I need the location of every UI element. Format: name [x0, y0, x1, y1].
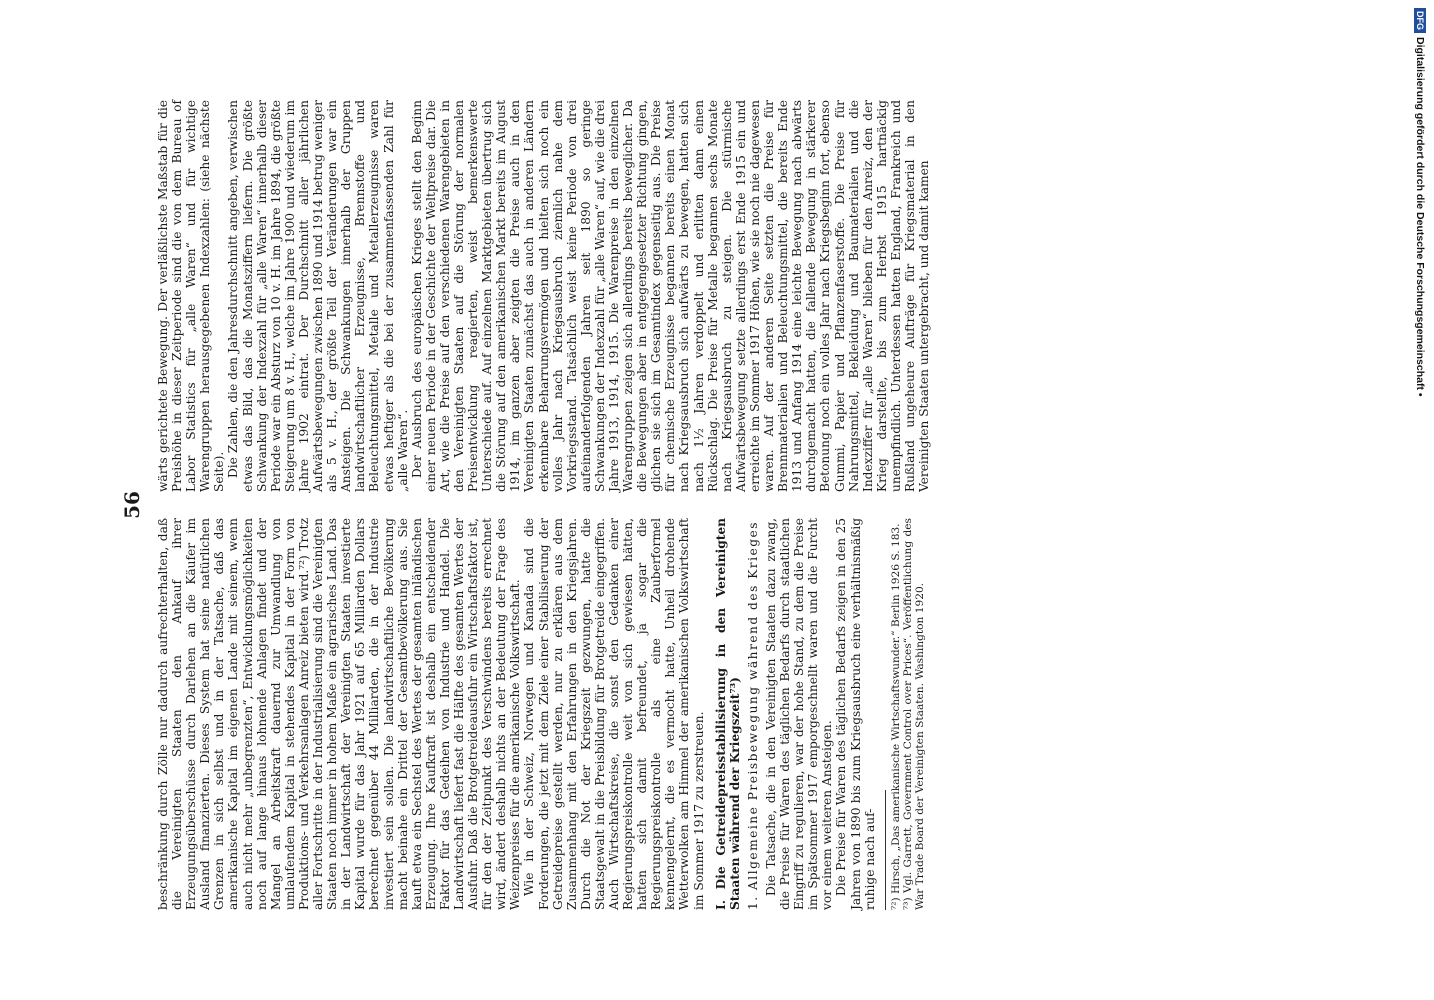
dfg-stamp-text: Digitalisierung gefördert durch die Deutsche Forschungsgemeinschaft •	[1414, 37, 1426, 397]
page-number: 56	[120, 491, 144, 519]
footnote-divider	[885, 790, 886, 910]
section-heading: I. Die Getreidepreisstabilisierung in den Vereinigten Staaten während der Kriegszeit⁷³)	[713, 518, 742, 910]
paragraph: Der Ausbruch des europäischen Krieges stellt den Beginn einer neuen Periode in der Geschichte der Weltpreise dar. Die Art, wie die Preise auf den verschiedenen Warengebieten in den Vereinigten Staaten auf die Störung der normalen Preisentwicklung reagierten, weist bemerkenswerte Unterschiede auf. Auf einzelnen Marktgebieten übertrug sich die Störung auf den amerikanischen Markt bereits im August 1914, im ganzen aber zeigten die Preise auch in den Vereinigten Staaten zunächst das auch in anderen Ländern erkennbare Beharrungsvermögen und hielten sich noch ein volles Jahr nach Kriegsausbruch ziemlich nahe dem Vorkriegsstand. Tatsächlich weist keine Periode von drei aufeinanderfolgenden Jahren seit 1890 so geringe Schwankungen der Indexzahl für „alle Waren“ auf, wie die drei Jahre 1913, 1914, 1915. Die Warenpreise in den einzelnen Warengruppen zeigen sich allerdings bereits beweglicher. Da die Bewegungen aber in entgegengesetzter Richtung gingen, glichen sie sich im Gesamtindex gegenseitig aus. Die Preise für chemische Erzeugnisse begannen bereits einen Monat nach Kriegsausbruch sich aufwärts zu bewegen, hatten sich nach 1½ Jahren verdoppelt und erlitten dann einen Rückschlag. Die Preise für Metalle begannen sechs Monate nach Kriegsausbruch zu steigen. Die stürmische Aufwärtsbewegung setzte allerdings erst Ende 1915 ein und erreichte im Sommer 1917 Höhen, wie sie noch nie dagewesen waren. Auf der anderen Seite setzten die Preise für Brennmaterialien und Beleuchtungsmittel, die bereits Ende 1913 und Anfang 1914 eine leichte Bewegung nach abwärts durchgemacht hatten, die fallende Bewegung in stärkerer Betonung noch ein volles Jahr nach Kriegsbeginn fort, ebenso Gummi, Papier und Pflanzenfaserstoffe. Die Preise für Nahrungsmittel, Bekleidung und Baumaterialien und die Indexziffer für „alle Waren“ blieben für den Anreiz, den der Krieg darstellte, bis zum Herbst 1915 hartnäckig unempfindlich. Unterdessen hatten England, Frankreich und Rußland ungeheure Aufträge für Kriegsmaterial in den Vereinigten Staaten untergebracht, und damit kamen	[409, 100, 932, 492]
paragraph: Die Tatsache, die in den Vereinigten Staaten dazu zwang, die Preise für Waren des täglichen Bedarfs durch staatlichen Eingriff zu regulieren, war der hohe Stand, zu dem die Preise im Spätsommer 1917 emporgeschnellt waren und die Furcht vor einem weiteren Ansteigen.	[763, 518, 835, 910]
paragraph: Die Zahlen, die den Jahresdurchschnitt angeben, verwischen etwas das Bild, das die Monatsziffern liefern. Die größte Schwankung der Indexzahl für „alle Waren“ innerhalb dieser Periode war ein Absturz von 10 v. H. im Jahre 1894, die größte Steigerung um 8 v. H., welche im Jahre 1900 und wiederum im Jahre 1902 eintrat. Der Durchschnitt aller jährlichen Aufwärtsbewegungen zwischen 1890 und 1914 betrug weniger als 5 v. H., der größte Teil der Veränderungen war ein Ansteigen. Die Schwankungen innerhalb der Gruppen landwirtschaftlicher Erzeugnisse, Brennstoffe und Beleuchtungsmittel, Metalle und Metallerzeugnisse waren etwas heftiger als die bei der zusammenfassenden Zahl für „alle Waren“.	[226, 100, 410, 492]
footnote: ⁷²) Hirsch, „Das amerikanische Wirtschaftswunder.“ Berlin 1926 S. 183.	[889, 523, 902, 910]
left-column	[156, 518, 931, 910]
right-column	[156, 100, 931, 492]
text-columns	[156, 100, 931, 910]
scanned-page	[120, 100, 1320, 910]
paragraph: Die Preise für Waren des täglichen Bedarfs zeigen in den 25 Jahren von 1890 bis zum Kriegsausbruch eine verhältnismäßig ruhige nach auf-	[834, 518, 877, 910]
dfg-stamp-inner	[1410, 8, 1430, 397]
rotated-page-content	[120, 100, 1320, 910]
paragraph: wärts gerichtete Bewegung. Der verläßlichste Maßstab für die Preishöhe in dieser Zeitperiode sind die von dem Bureau of Labor Statistics für „alle Waren“ und für wichtige Warengruppen herausgegebenen Indexzahlen: (siehe nächste Seite).	[156, 100, 227, 492]
paragraph: beschränkung durch Zölle nur dadurch aufrechterhalten, daß die Vereinigten Staaten den Ankauf ihrer Erzeugungsüberschüsse durch Darlehen an die Käufer im Ausland finanzierten. Dieses System hat seine natürlichen Grenzen in sich selbst und in der Tatsache, daß das amerikanische Kapital im eigenen Lande mit seinem, wenn auch nicht mehr „unbegrenzten“, Entwicklungsmöglichkeiten noch auf lange hinaus lohnende Anlagen findet und der Mangel an Arbeitskraft dauernd zur Umwandlung von umlaufendem Kapital in stehendes Kapital in der Form von Produktions- und Verkehrsanlagen Anreiz bieten wird.⁷²) Trotz aller Fortschritte in der Industrialisierung sind die Vereinigten Staaten noch immer in hohem Maße ein agrarisches Land. Das in der Landwirtschaft der Vereinigten Staaten investierte Kapital wurde für das Jahr 1921 auf 65 Milliarden Dollars berechnet gegenüber 44 Milliarden, die in der Industrie investiert sein sollen. Die landwirtschaftliche Bevölkerung macht beinahe ein Drittel der Gesamtbevölkerung aus. Sie kauft etwa ein Sechstel des Wertes der gesamten inländischen Erzeugung. Ihre Kaufkraft ist deshalb ein entscheidender Faktor für das Gedeihen von Industrie und Handel. Die Landwirtschaft liefert fast die Hälfte des gesamten Wertes der Ausfuhr. Daß die Brotgetreideausfuhr ein Wirtschaftsfaktor ist, für den der Zeitpunkt des Verschwindens bereits errechnet wird, ändert deshalb nichts an der Bedeutung der Frage des Weizenpreises für die amerikanische Volkswirtschaft.	[156, 518, 523, 910]
section-subheading: 1. Allgemeine Preisbewegung während des Krieges	[745, 520, 760, 910]
dfg-stamp	[1406, 0, 1434, 1000]
paragraph: Wie in der Schweiz, Norwegen und Kanada sind die Forderungen, die jetzt mit dem Ziele einer Stabilisierung der Getreidepreise gestellt werden, nur zu erklären aus dem Zusammenhang mit den Erfahrungen in den Kriegsjahren. Durch die Not der Kriegszeit gezwungen, hatte die Staatsgewalt in die Preisbildung für Brotgetreide eingegriffen. Auch Wirtschaftskreise, die sonst den Gedanken einer Regierungspreiskontrolle weit von sich gewiesen hätten, hatten sich damit befreundet, ja sogar die Regierungspreiskontrolle als eine Zauberformel kennengelernt, die es vermocht hatte, Unheil drohende Wetterwolken am Himmel der amerikanischen Volkswirtschaft im Sommer 1917 zu zerstreuen.	[522, 518, 706, 910]
dfg-logo: DFG	[1414, 8, 1426, 33]
footnote: ⁷³) Vgl. Garrett, Government Control over Prices“. Veröffentlichung des War Trade Board der Vereinigten Staaten. Washington 1920.	[901, 518, 926, 910]
